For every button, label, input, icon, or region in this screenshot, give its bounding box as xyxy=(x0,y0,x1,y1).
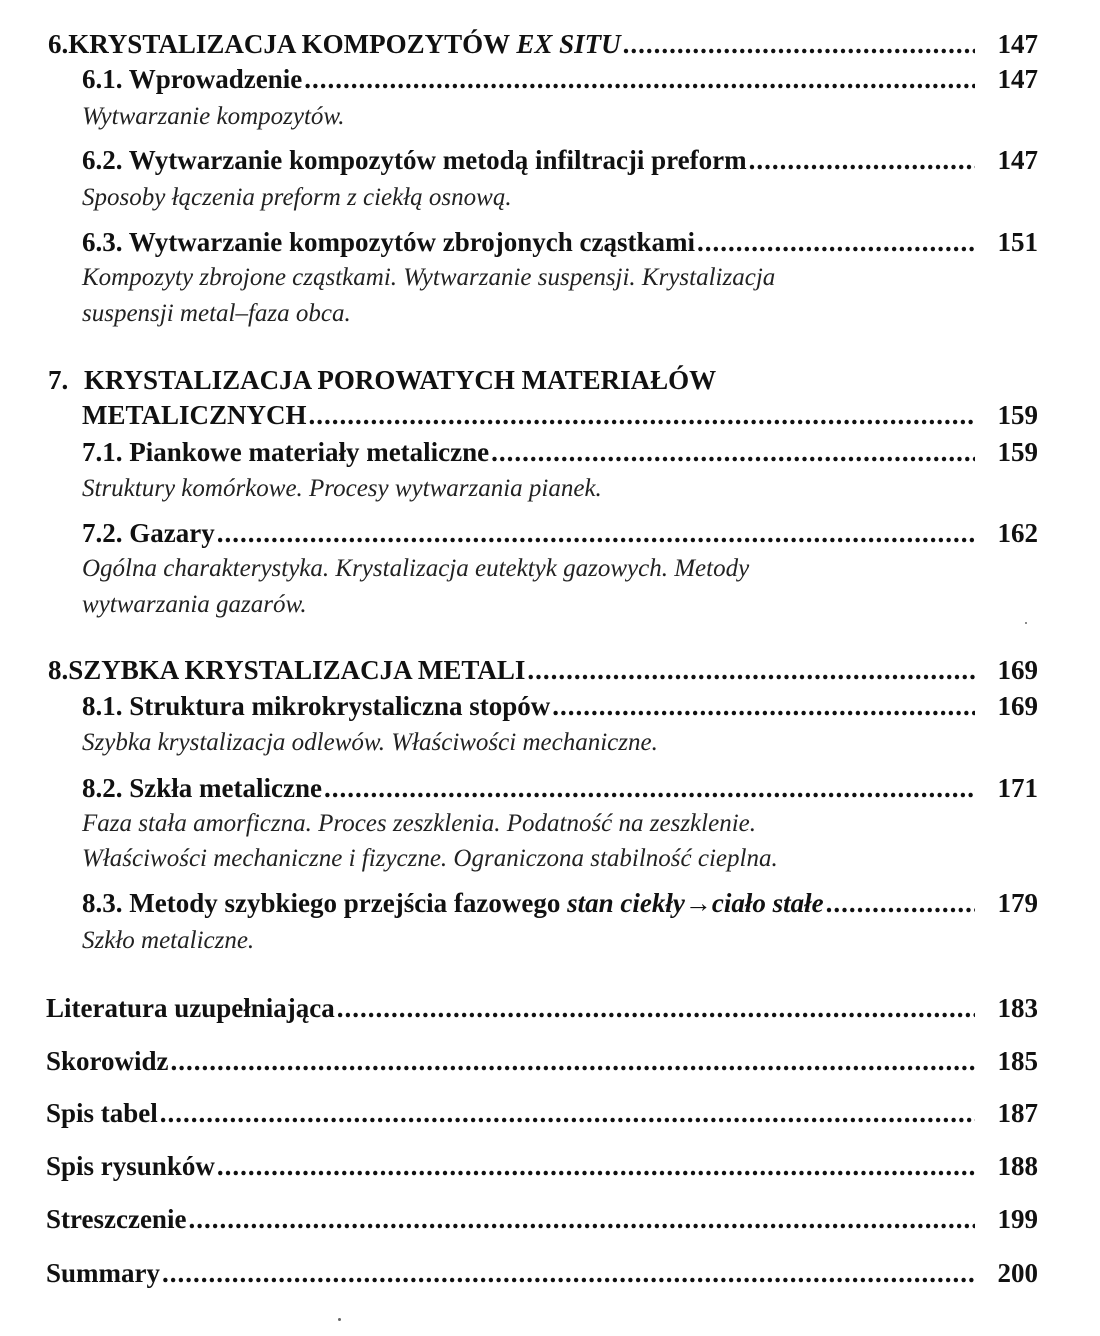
toc-section-6-3 xyxy=(82,225,1038,259)
section-title xyxy=(82,516,215,550)
toc-backmatter-item xyxy=(46,1256,1038,1290)
backmatter-title: Spis rysunków xyxy=(46,1151,215,1181)
section-title xyxy=(82,771,322,805)
chapter-title-line: METALICZNYCH xyxy=(82,400,307,430)
section-description-line: Kompozyty zbrojone cząstkami. Wytwarzanie suspensji. Krystalizacja xyxy=(82,264,776,291)
page-number: 188 xyxy=(997,1151,1038,1181)
chapter-number: 6. xyxy=(48,29,69,59)
page-number: 147 xyxy=(997,145,1038,175)
chapter-title-line: KRYSTALIZACJA POROWATYCH MATERIAŁÓW xyxy=(84,365,717,395)
toc-backmatter-item xyxy=(46,991,1038,1025)
scan-speck xyxy=(338,1318,341,1321)
section-number: 7.2. xyxy=(82,518,123,548)
dot-leader xyxy=(160,1096,975,1130)
toc-chapter-8 xyxy=(48,653,1038,687)
section-number: 6.1. xyxy=(82,64,123,94)
section-description-line: Faza stała amorficzna. Proces zeszklenia. Podatność na zeszklenie. xyxy=(82,810,756,837)
toc-backmatter-item xyxy=(46,1149,1038,1183)
section-description-line: Ogólna charakterystyka. Krystalizacja eutektyk gazowych. Metody xyxy=(82,555,750,582)
toc-backmatter-item xyxy=(46,1202,1038,1236)
toc-backmatter-item xyxy=(46,1096,1038,1130)
chapter-number: 8. xyxy=(48,655,69,685)
page-number: 159 xyxy=(997,437,1038,467)
page-number: 169 xyxy=(997,691,1038,721)
toc-chapter-6 xyxy=(48,27,1038,61)
section-title-text: Piankowe materiały metaliczne xyxy=(129,437,490,467)
backmatter-title: Streszczenie xyxy=(46,1204,187,1234)
section-number: 8.1. xyxy=(82,691,123,721)
section-title xyxy=(82,689,550,723)
dot-leader xyxy=(491,435,975,469)
backmatter-title: Skorowidz xyxy=(46,1046,169,1076)
chapter-title xyxy=(68,27,620,61)
section-title xyxy=(82,435,489,469)
toc-section-8-2 xyxy=(82,771,1038,805)
page-number: 147 xyxy=(997,29,1038,59)
section-title-text: Wprowadzenie xyxy=(128,64,303,94)
toc-chapter-7 xyxy=(82,398,1038,432)
page-number: 185 xyxy=(997,1046,1038,1076)
page-number: 159 xyxy=(997,400,1038,430)
section-description: Wytwarzanie kompozytów. xyxy=(82,103,345,130)
page-number: 147 xyxy=(997,64,1038,94)
toc-section-7-1 xyxy=(82,435,1038,469)
section-title-text: Struktura mikrokrystaliczna stopów xyxy=(129,691,551,721)
page-number: 162 xyxy=(997,518,1038,548)
scan-speck xyxy=(1025,622,1027,624)
section-title-text: Wytwarzanie kompozytów metodą infiltracji preform xyxy=(128,145,747,175)
toc-section-6-2 xyxy=(82,143,1038,177)
section-description: Sposoby łączenia preform z ciekłą osnową. xyxy=(82,184,512,211)
page-number: 169 xyxy=(997,655,1038,685)
section-number: 8.3. xyxy=(82,888,123,918)
section-number: 7.1. xyxy=(82,437,123,467)
section-description-line: suspensji metal–faza obca. xyxy=(82,300,351,327)
page-number: 187 xyxy=(997,1098,1038,1128)
dot-leader xyxy=(527,653,975,687)
section-number: 8.2. xyxy=(82,773,123,803)
page-number: 151 xyxy=(997,227,1038,257)
toc-section-7-2 xyxy=(82,516,1038,550)
section-title xyxy=(82,62,302,96)
section-title xyxy=(82,143,747,177)
backmatter-title: Summary xyxy=(46,1258,160,1288)
page-number: 183 xyxy=(997,993,1038,1023)
section-title-text: Gazary xyxy=(129,518,215,548)
section-title-text: Wytwarzanie kompozytów zbrojonych cząstkami xyxy=(128,227,695,257)
dot-leader xyxy=(171,1044,975,1078)
section-number: 6.2. xyxy=(82,145,123,175)
toc-chapter-7-heading xyxy=(48,363,716,397)
chapter-title-text: KRYSTALIZACJA KOMPOZYTÓW xyxy=(68,29,517,59)
section-number: 6.3. xyxy=(82,227,123,257)
dot-leader xyxy=(304,62,975,96)
page-number: 200 xyxy=(997,1258,1038,1288)
dot-leader xyxy=(697,225,975,259)
page-number: 171 xyxy=(997,773,1038,803)
section-title-text: Metody szybkiego przejścia fazowego xyxy=(129,888,568,918)
dot-leader xyxy=(749,143,975,177)
section-description: Struktury komórkowe. Procesy wytwarzania pianek. xyxy=(82,475,602,502)
section-title xyxy=(82,886,824,920)
toc-section-8-3 xyxy=(82,886,1038,920)
dot-leader xyxy=(552,689,975,723)
dot-leader xyxy=(217,1149,975,1183)
backmatter-title: Literatura uzupełniająca xyxy=(46,993,335,1023)
dot-leader xyxy=(162,1256,975,1290)
section-description-line: wytwarzania gazarów. xyxy=(82,591,307,618)
dot-leader xyxy=(826,886,975,920)
section-description: Szybka krystalizacja odlewów. Właściwości mechaniczne. xyxy=(82,729,658,756)
dot-leader xyxy=(309,398,975,432)
page-number: 179 xyxy=(997,888,1038,918)
section-title-text: Szkła metaliczne xyxy=(129,773,322,803)
section-title xyxy=(82,225,695,259)
page-number: 199 xyxy=(997,1204,1038,1234)
dot-leader xyxy=(337,991,975,1025)
toc-section-8-1 xyxy=(82,689,1038,723)
section-title-italic: stan ciekły→ciało stałe xyxy=(567,888,824,918)
toc-section-6-1 xyxy=(82,62,1038,96)
toc-backmatter-item xyxy=(46,1044,1038,1078)
section-description: Szkło metaliczne. xyxy=(82,927,255,954)
backmatter-title: Spis tabel xyxy=(46,1098,158,1128)
chapter-title: SZYBKA KRYSTALIZACJA METALI xyxy=(68,655,526,685)
dot-leader xyxy=(324,771,975,805)
chapter-title-italic: EX SITU xyxy=(516,29,621,59)
chapter-number: 7. xyxy=(48,365,69,395)
dot-leader xyxy=(188,1202,975,1236)
dot-leader xyxy=(217,516,975,550)
section-description-line: Właściwości mechaniczne i fizyczne. Ograniczona stabilność cieplna. xyxy=(82,845,778,872)
dot-leader xyxy=(623,27,975,61)
